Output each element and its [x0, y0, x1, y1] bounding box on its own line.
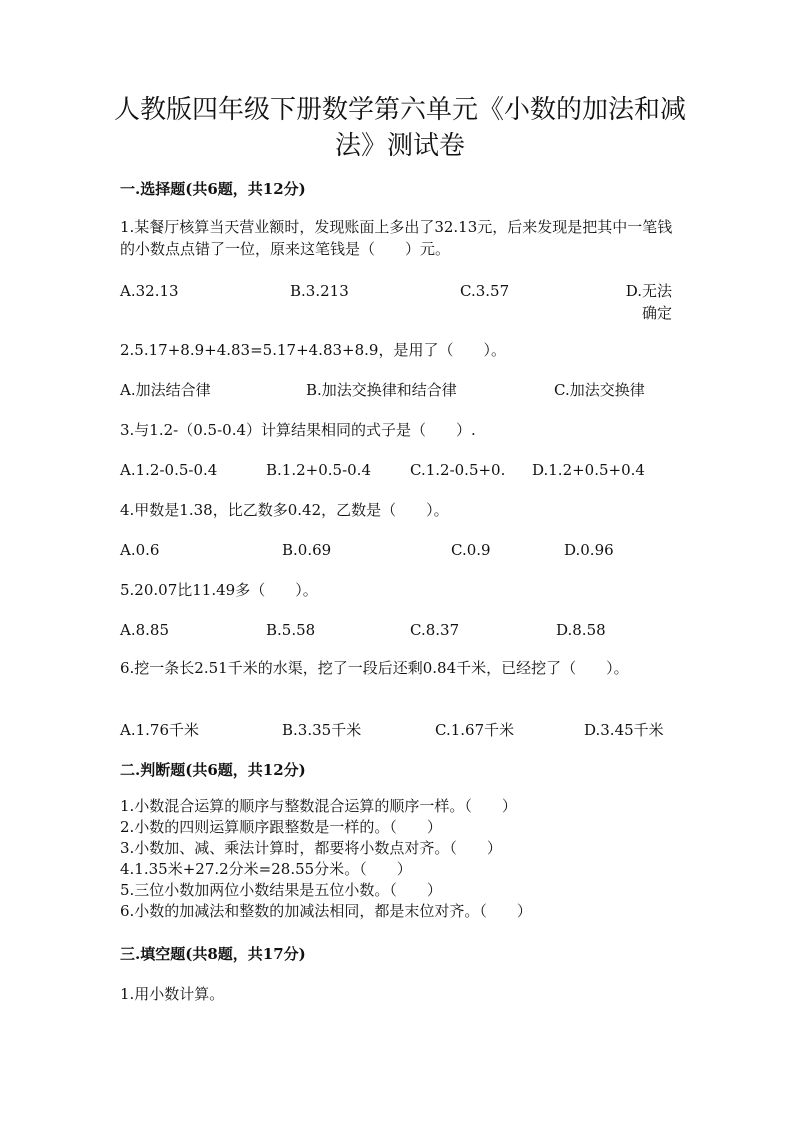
choice-4-option-c: C.0.9	[451, 541, 491, 559]
judge-item-1: 1.小数混合运算的顺序与整数混合运算的顺序一样。（ ）	[120, 797, 517, 815]
choice-2-option-a: A.加法结合律	[120, 381, 211, 399]
choice-6-option-a: A.1.76千米	[120, 721, 199, 739]
judge-item-4: 4.1.35米+27.2分米=28.55分米。（ ）	[120, 860, 412, 878]
choice-1-option-a: A.32.13	[120, 282, 179, 300]
choice-3-option-a: A.1.2-0.5-0.4	[120, 461, 218, 479]
judge-item-6: 6.小数的加减法和整数的加减法相同，都是末位对齐。（ ）	[120, 902, 532, 920]
choice-5-option-b: B.5.58	[266, 621, 316, 639]
choice-2-option-c: C.加法交换律	[554, 381, 645, 399]
choice-question-6: 6.挖一条长2.51千米的水渠，挖了一段后还剩0.84千米，已经挖了（ ）。	[120, 659, 629, 677]
choice-5-option-d: D.8.58	[556, 621, 606, 639]
choice-3-option-c: C.1.2-0.5+0.	[410, 461, 506, 479]
page-title: 人教版四年级下册数学第六单元《小数的加法和减法》测试卷	[113, 95, 686, 161]
choice-6-option-c: C.1.67千米	[435, 721, 515, 739]
judge-item-3: 3.小数加、减、乘法计算时，都要将小数点对齐。（ ）	[120, 839, 502, 857]
choice-3-option-d: D.1.2+0.5+0.4	[532, 461, 645, 479]
choice-question-2: 2.5.17+8.9+4.83=5.17+4.83+8.9，是用了（ ）。	[120, 341, 506, 359]
choice-4-option-b: B.0.69	[282, 541, 332, 559]
choice-question-5: 5.20.07比11.49多（ ）。	[120, 581, 318, 599]
choice-5-option-c: C.8.37	[410, 621, 460, 639]
judge-item-2: 2.小数的四则运算顺序跟整数是一样的。（ ）	[120, 818, 442, 836]
choice-1-option-b: B.3.213	[290, 282, 349, 300]
choice-6-option-b: B.3.35千米	[282, 721, 362, 739]
choice-3-option-b: B.1.2+0.5-0.4	[266, 461, 371, 479]
choice-question-4: 4.甲数是1.38，比乙数多0.42，乙数是（ ）。	[120, 501, 449, 519]
judge-item-5: 5.三位小数加两位小数结果是五位小数。（ ）	[120, 881, 442, 899]
section-header-judge: 二.判断题(共6题，共12分)	[120, 761, 306, 779]
choice-5-option-a: A.8.85	[120, 621, 169, 639]
choice-1-option-c: C.3.57	[460, 282, 510, 300]
choice-6-option-d: D.3.45千米	[584, 721, 664, 739]
section-header-fill: 三.填空题(共8题，共17分)	[120, 945, 306, 963]
choice-2-option-b: B.加法交换律和结合律	[306, 381, 457, 399]
choice-question-1: 1.某餐厅核算当天营业额时，发现账面上多出了32.13元，后来发现是把其中一笔钱的小数点点错了一位，原来这笔钱是（ ）元。	[120, 218, 673, 258]
section-header-choice: 一.选择题(共6题，共12分)	[120, 180, 306, 198]
choice-4-option-a: A.0.6	[120, 541, 160, 559]
choice-4-option-d: D.0.96	[564, 541, 614, 559]
choice-question-3: 3.与1.2-（0.5-0.4）计算结果相同的式子是（ ）.	[120, 421, 476, 439]
choice-1-option-d: D.无法确定	[625, 282, 672, 322]
fill-item-1: 1.用小数计算。	[120, 985, 225, 1003]
